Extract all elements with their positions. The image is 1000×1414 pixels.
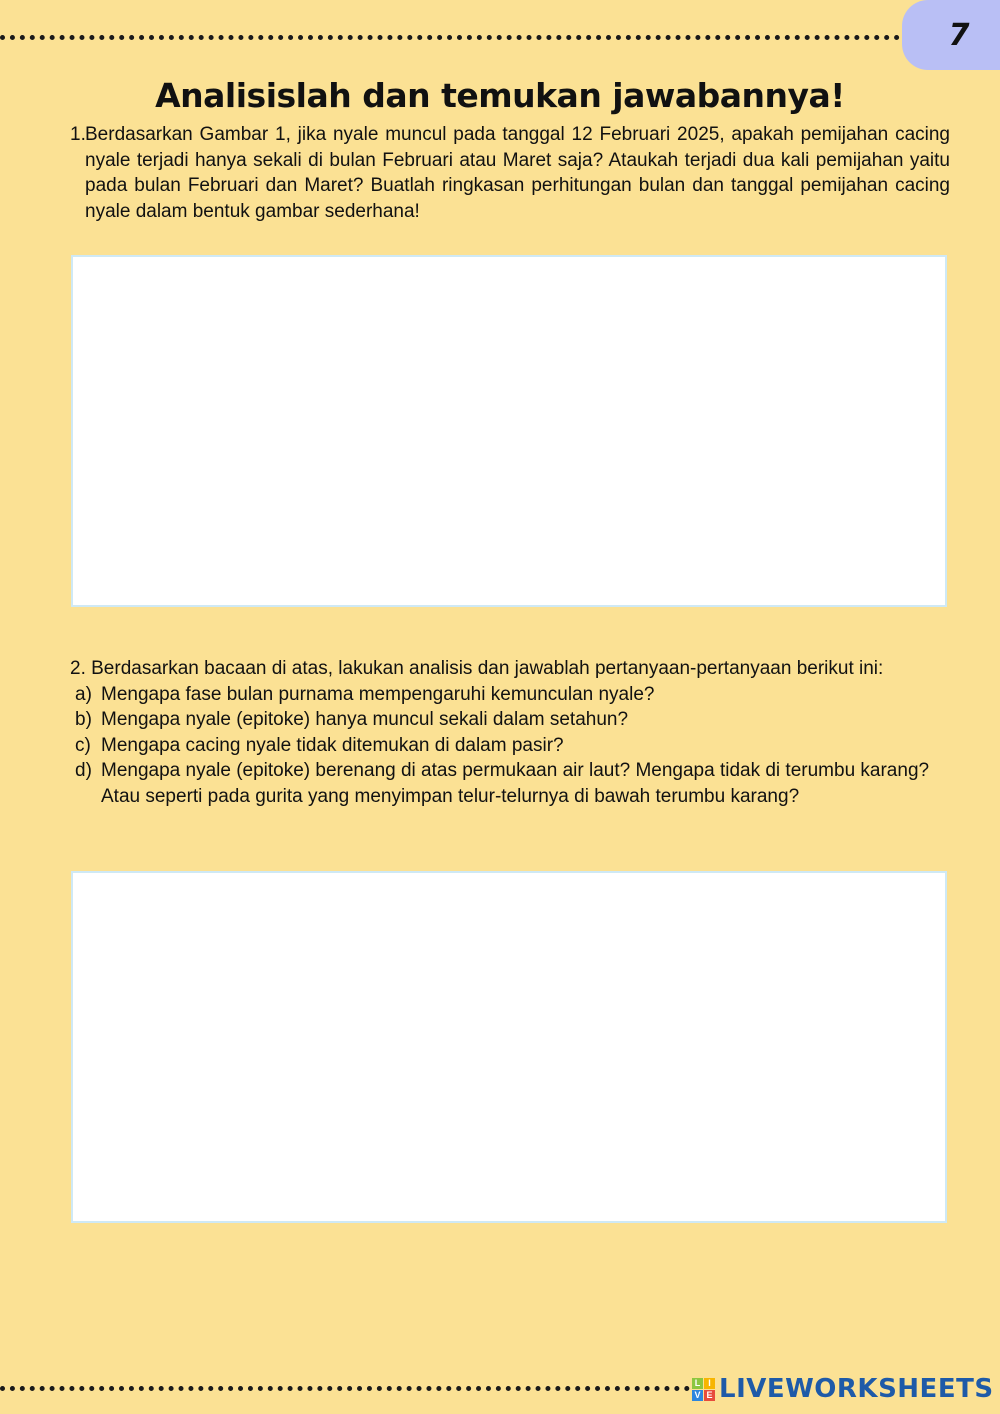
subquestion-label: d): [75, 760, 92, 781]
subquestion-label: b): [75, 709, 92, 730]
subquestion-d: [70, 758, 950, 809]
question-2: [70, 656, 950, 809]
subquestion-label: c): [75, 734, 91, 756]
subquestion-label: a): [75, 683, 92, 705]
question-2-subquestions: [70, 682, 950, 810]
liveworksheets-brand: [692, 1374, 994, 1404]
question-1-text: Berdasarkan Gambar 1, jika nyale muncul pada tanggal 12 Februari 2025, apakah pemijahan cacing nyale terjadi hanya sekali di bulan Februari atau Maret saja? Ataukah terjadi dua kali pemijahan yaitu pada bulan Februari dan Maret? Buatlah ringkasan perhitungan bulan dan tanggal pemijahan cacing nyale dalam bentuk gambar sederhana!: [85, 124, 950, 222]
subquestion-text: Mengapa nyale (epitoke) berenang di atas permukaan air laut? Mengapa tidak di terumbu karang? Atau seperti pada gurita yang menyimpan telur-telurnya di bawah terumbu karang?: [101, 760, 930, 807]
subquestion-b: [70, 707, 950, 733]
subquestion-text: Mengapa fase bulan purnama mempengaruhi kemunculan nyale?: [101, 683, 655, 705]
brand-wordmark: LIVEWORKSHEETS: [719, 1374, 994, 1404]
question-2-intro: 2. Berdasarkan bacaan di atas, lakukan analisis dan jawablah pertanyaan-pertanyaan berikut ini:: [70, 658, 884, 679]
subquestion-text: Mengapa cacing nyale tidak ditemukan di dalam pasir?: [101, 734, 564, 756]
subquestion-c: [70, 733, 950, 759]
subquestion-a: [70, 682, 950, 708]
logo-tile: L: [692, 1378, 703, 1389]
page-title: Analisislah dan temukan jawabannya!: [155, 76, 845, 115]
liveworksheets-logo-icon: [692, 1378, 715, 1401]
logo-tile: V: [692, 1390, 703, 1401]
page-number: 7: [948, 17, 970, 53]
logo-tile: E: [704, 1390, 715, 1401]
question-1: [70, 122, 950, 224]
bottom-dotted-divider: [0, 1386, 690, 1391]
answer-box-1[interactable]: [71, 255, 947, 607]
answer-box-2[interactable]: [71, 871, 947, 1223]
logo-tile: I: [704, 1378, 715, 1389]
page-number-tab: [902, 0, 1000, 70]
top-dotted-divider: [0, 35, 900, 40]
subquestion-text: Mengapa nyale (epitoke) hanya muncul sekali dalam setahun?: [101, 709, 629, 730]
question-1-number: 1.: [70, 124, 86, 145]
